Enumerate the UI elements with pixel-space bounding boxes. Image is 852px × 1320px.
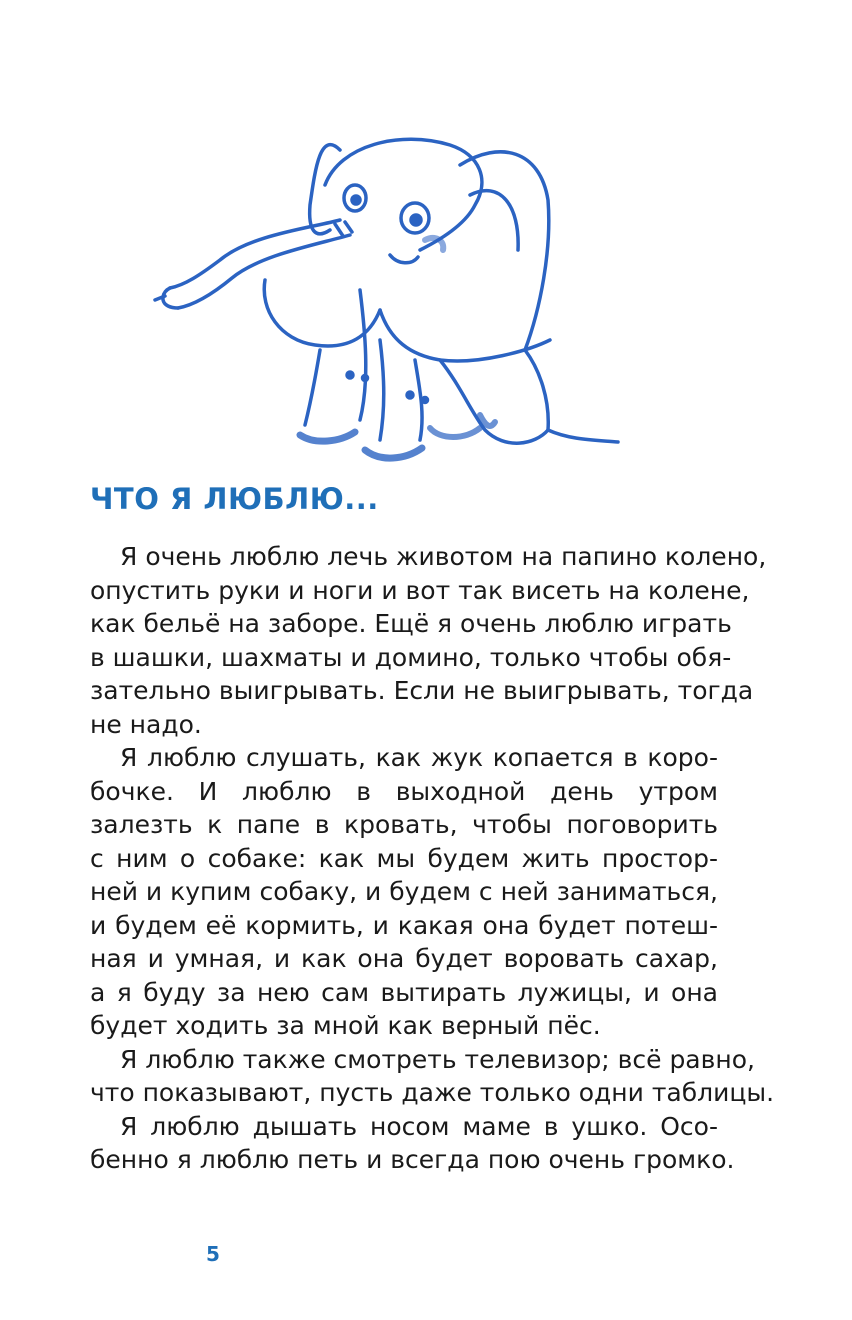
paragraph-2 [90, 741, 718, 1043]
text-line: и будем её кормить, и какая она будет потеш- [90, 910, 718, 940]
text-line: бенно я люблю петь и всегда пою очень громко. [90, 1145, 735, 1174]
text-line: Я люблю дышать носом маме в ушко. Осо- [120, 1111, 718, 1141]
text-line: ней и купим собаку, и будем с ней заниматься, [90, 877, 718, 906]
text-line: бочке. И люблю в выходной день утром [90, 776, 718, 806]
text-line: что показывают, пусть даже только одни таблицы. [90, 1078, 775, 1107]
text-line: зательно выигрывать. Если не выигрывать, тогда [90, 676, 754, 705]
text-line: Я очень люблю лечь животом на папино колено, [120, 542, 767, 571]
text-line: а я буду за нею сам вытирать лужицы, и она [90, 977, 718, 1007]
text-line: в шашки, шахматы и домино, только чтобы обя- [90, 642, 732, 672]
text-line: Я люблю слушать, как жук копается в коро- [120, 743, 718, 772]
paragraph-1 [90, 540, 767, 741]
text-line: с ним о собаке: как мы будем жить простор- [90, 843, 718, 873]
story-text [90, 540, 775, 1177]
page-number: 5 [206, 1242, 220, 1266]
elephant-sketch-icon [140, 110, 640, 480]
text-line: как бельё на заборе. Ещё я очень люблю играть [90, 609, 732, 638]
text-line: Я люблю также смотреть телевизор; всё равно, [120, 1044, 755, 1074]
paragraph-4 [90, 1110, 735, 1177]
paragraph-3 [90, 1043, 775, 1110]
text-line: будет ходить за мной как верный пёс. [90, 1011, 601, 1040]
text-line: опустить руки и ноги и вот так висеть на колене, [90, 575, 750, 605]
chapter-title: ЧТО Я ЛЮБЛЮ... [90, 482, 379, 516]
elephant-illustration [140, 110, 640, 480]
text-line: залезть к папе в кровать, чтобы поговорить [90, 810, 718, 839]
text-line: ная и умная, и как она будет воровать сахар, [90, 944, 718, 973]
text-line: не надо. [90, 709, 202, 739]
